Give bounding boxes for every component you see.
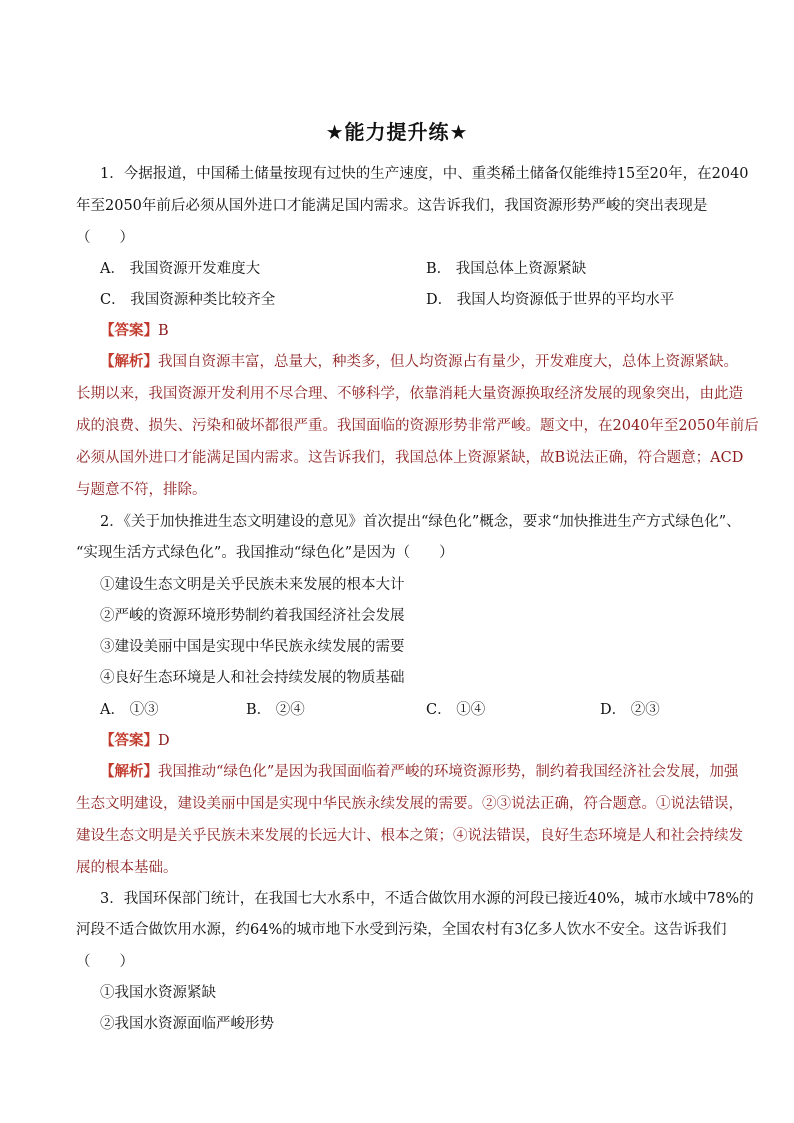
answer-tag: 【答案】 (100, 322, 158, 339)
q3-stem-line-2: 河段不适合做饮用水源，约64%的城市地下水受到污染，全国农村有3亿多人饮水不安全。这告诉我们 (76, 922, 727, 938)
q2-analysis-line-1 (100, 762, 740, 782)
q3-stem-line-3: （ ） (76, 954, 134, 970)
q3-item-1: ①我国水资源紧缺 (100, 985, 216, 1001)
q1-analysis-line-3: 成的浪费、损失、污染和破坏都很严重。我国面临的资源形势非常严峻。题文中，在2040年至2050年前后 (76, 418, 759, 434)
q2-answer (100, 731, 740, 751)
page-title: ★能力提升练★ (325, 120, 469, 144)
analysis-tag: 【解析】 (100, 763, 158, 780)
q2-item-1: ①建设生态文明是关乎民族未来发展的根本大计 (100, 577, 405, 593)
analysis-text: 我国自资源丰富，总量大，种类多，但人均资源占有量少，开发难度大，总体上资源紧缺。 (158, 354, 738, 370)
q2-stem-line-1: 2．《关于加快推进生态文明建设的意见》首次提出“绿色化”概念，要求“加快推进生产方式绿色化”、 (100, 514, 741, 530)
q1-option-b: B． 我国总体上资源紧缺 (426, 261, 587, 277)
answer-value: D (158, 733, 170, 749)
q1-analysis-line-1 (100, 352, 740, 372)
answer-value: B (158, 323, 169, 339)
q1-stem-line-2: 年至2050年前后必须从国外进口才能满足国内需求。这告诉我们，我国资源形势严峻的突出表现是 (76, 198, 708, 214)
q2-analysis-line-3: 建设生态文明是关乎民族未来发展的长远大计、根本之策；④说法错误，良好生态环境是人和社会持续发 (76, 828, 743, 844)
q1-option-c: C． 我国资源种类比较齐全 (100, 292, 276, 308)
analysis-text: 我国推动“绿色化”是因为我国面临着严峻的环境资源形势，制约着我国经济社会发展，加强 (158, 764, 739, 780)
q1-stem-line-1: 1．今据报道，中国稀土储量按现有过快的生产速度，中、重类稀土储备仅能维持15至20年，在2040 (100, 166, 749, 182)
q3-stem-line-1: 3．我国环保部门统计，在我国七大水系中，不适合做饮用水源的河段已接近40%，城市水域中78%的 (100, 891, 754, 907)
q1-stem-line-3: （ ） (76, 230, 134, 246)
answer-tag: 【答案】 (100, 732, 158, 749)
q2-analysis-line-4: 展的根本基础。 (76, 860, 178, 876)
q1-analysis-line-2: 长期以来，我国资源开发利用不尽合理、不够科学，依靠消耗大量资源换取经济发展的现象突出，由此造 (76, 386, 743, 402)
q2-item-2: ②严峻的资源环境形势制约着我国经济社会发展 (100, 608, 405, 624)
q1-answer (100, 321, 740, 341)
q2-option-d: D． ②③ (600, 702, 660, 718)
q3-item-2: ②我国水资源面临严峻形势 (100, 1016, 274, 1032)
q1-option-d: D． 我国人均资源低于世界的平均水平 (426, 292, 675, 308)
q2-item-3: ③建设美丽中国是实现中华民族永续发展的需要 (100, 639, 405, 655)
q2-option-a: A． ①③ (100, 702, 159, 718)
q1-option-a: A． 我国资源开发难度大 (100, 261, 261, 277)
q2-option-c: C． ①④ (426, 702, 486, 718)
q1-analysis-line-4: 必须从国外进口才能满足国内需求。这告诉我们，我国总体上资源紧缺，故B说法正确，符合题意；ACD (76, 450, 744, 466)
q1-analysis-line-5: 与题意不符，排除。 (76, 482, 207, 498)
q2-option-b: B． ②④ (246, 702, 305, 718)
q2-item-4: ④良好生态环境是人和社会持续发展的物质基础 (100, 670, 405, 686)
q2-stem-line-2: “实现生活方式绿色化”。我国推动“绿色化”是因为（ ） (76, 545, 454, 561)
q2-analysis-line-2: 生态文明建设，建设美丽中国是实现中华民族永续发展的需要。②③说法正确，符合题意。①说法错误， (76, 796, 743, 812)
analysis-tag: 【解析】 (100, 353, 158, 370)
